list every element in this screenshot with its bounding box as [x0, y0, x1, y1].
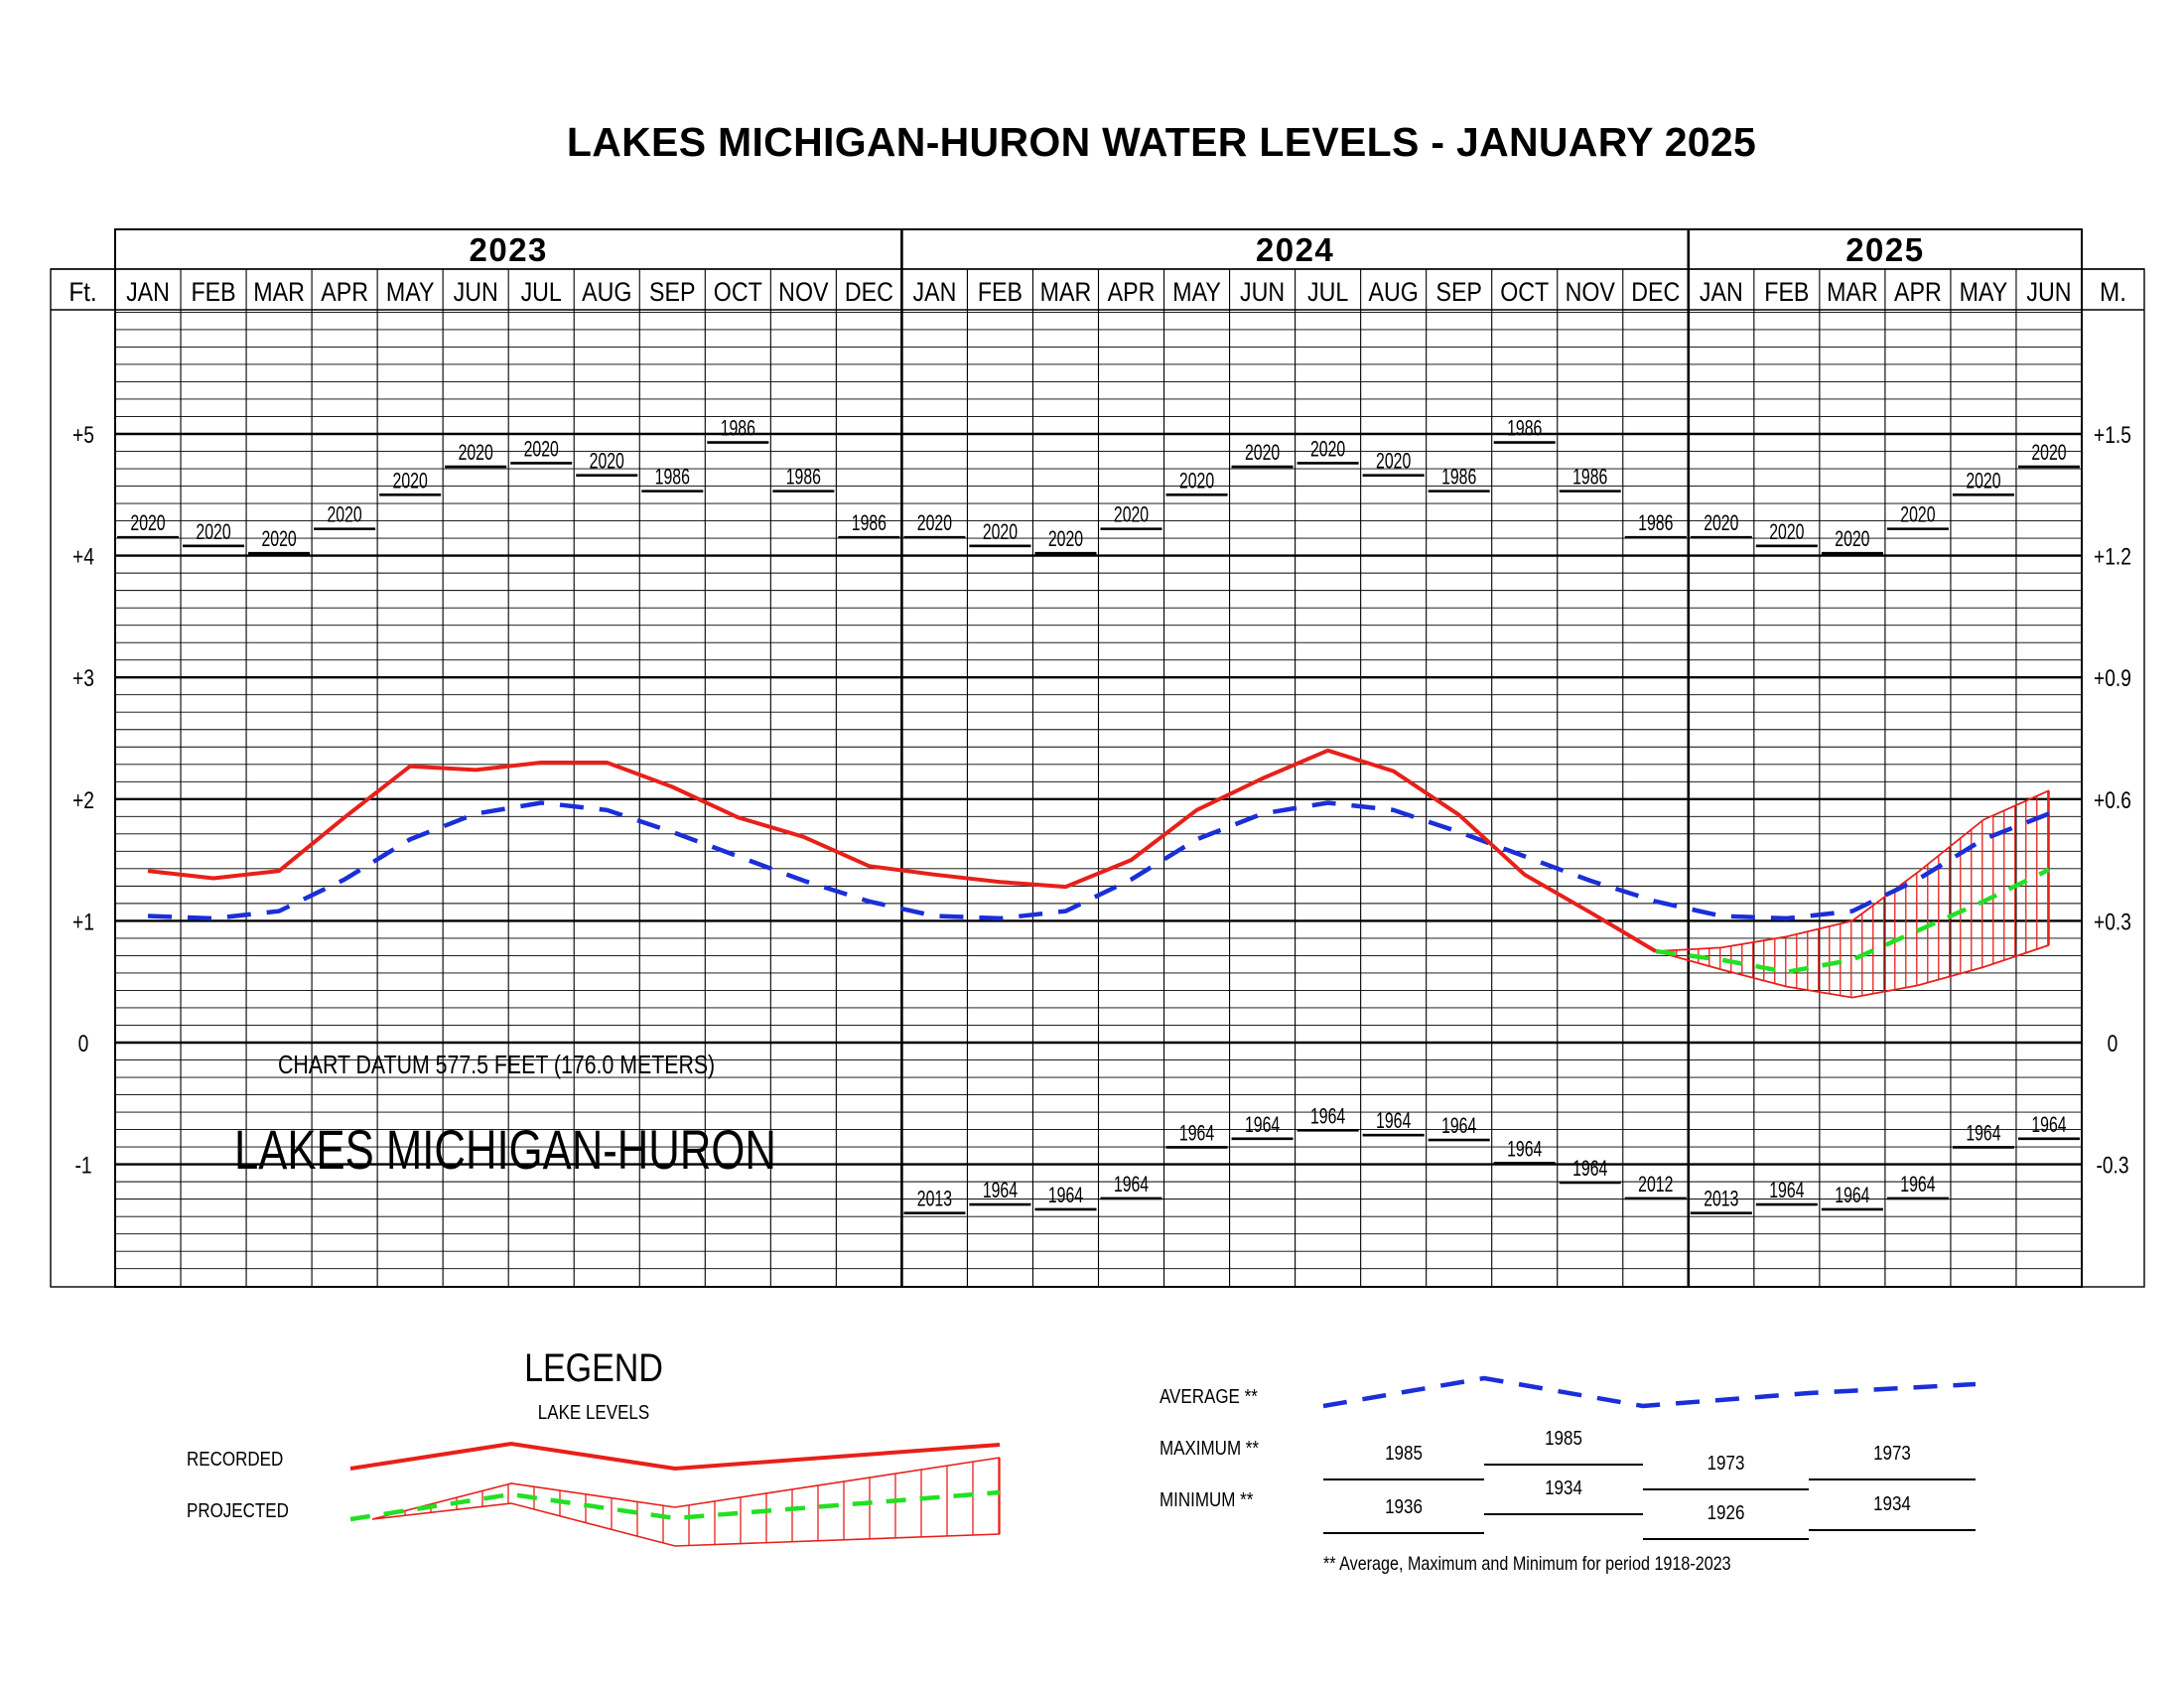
legend-minimum-year: 1934 — [1873, 1491, 1911, 1515]
maximum-year-label: 2020 — [1047, 527, 1084, 552]
y-tick-label-feet: 0 — [77, 1029, 89, 1057]
legend-maximum-year: 1985 — [1545, 1426, 1582, 1450]
month-label: MAY — [385, 277, 435, 308]
maximum-year-label: 2020 — [1310, 438, 1346, 463]
minimum-year-label: 1964 — [1835, 1184, 1870, 1208]
maximum-year-label: 2020 — [1704, 511, 1739, 536]
y-tick-label-meters: +0.3 — [2094, 908, 2131, 935]
maximum-year-label: 2020 — [327, 503, 362, 528]
year-label: 2024 — [1255, 231, 1335, 268]
legend-maximum-year: 1973 — [1706, 1451, 1745, 1475]
chart-header — [51, 231, 2144, 310]
minimum-year-label: 1964 — [1900, 1173, 1936, 1197]
legend-recorded-label: RECORDED — [187, 1447, 284, 1471]
maximum-year-label: 2020 — [1113, 503, 1150, 528]
y-tick-label-meters: +1.5 — [2094, 420, 2131, 449]
projected-lower-line — [1656, 945, 2049, 998]
maximum-year-label: 2020 — [458, 441, 493, 466]
projected-upper-line — [1656, 790, 2049, 951]
lake-name-label: LAKES MICHIGAN-HURON — [234, 1118, 776, 1182]
legend-recorded-sample — [350, 1444, 1000, 1469]
legend-footnote: ** Average, Maximum and Minimum for period 1918-2023 — [1323, 1552, 1731, 1575]
y-tick-label-meters: -0.3 — [2096, 1151, 2129, 1180]
month-label: SEP — [1435, 277, 1482, 308]
legend-maximum-label: MAXIMUM ** — [1160, 1436, 1260, 1460]
minimum-year-label: 1964 — [1441, 1114, 1477, 1139]
month-label: FEB — [977, 277, 1024, 308]
maximum-year-label: 2020 — [392, 469, 428, 494]
month-label: APR — [1107, 277, 1156, 308]
minimum-year-label: 2013 — [916, 1188, 953, 1212]
month-label: OCT — [713, 277, 762, 308]
minimum-year-label: 1964 — [1178, 1122, 1215, 1147]
maximum-year-label: 2020 — [1376, 450, 1412, 475]
minimum-year-label: 1964 — [1113, 1173, 1150, 1197]
month-label: JAN — [126, 277, 170, 308]
minimum-year-label: 2012 — [1638, 1173, 1674, 1197]
maximum-year-label: 2020 — [523, 438, 559, 463]
month-label: OCT — [1500, 277, 1550, 308]
maximum-year-label: 2020 — [196, 520, 231, 545]
minimum-year-label: 1964 — [1769, 1179, 1805, 1203]
minimum-year-label: 1964 — [1507, 1138, 1543, 1163]
page-title: LAKES MICHIGAN-HURON WATER LEVELS - JANUARY 2025 — [566, 119, 1757, 165]
minimum-year-label: 1964 — [1966, 1122, 2001, 1147]
month-label: FEB — [191, 277, 236, 308]
y-tick-label-feet: +3 — [72, 664, 94, 692]
maximum-year-label: 1986 — [654, 466, 690, 491]
maximum-year-label: 1986 — [1441, 466, 1477, 491]
maximum-year-label: 1986 — [1507, 417, 1543, 442]
chart-annotations — [234, 1051, 776, 1181]
month-label: NOV — [1565, 277, 1615, 308]
y-tick-label-meters: +0.9 — [2094, 664, 2131, 692]
month-label: JUN — [2026, 277, 2072, 308]
maximum-year-label: 2020 — [589, 450, 624, 475]
month-label: JUL — [1306, 277, 1349, 308]
minimum-year-label: 1964 — [1310, 1104, 1346, 1130]
maximum-year-label: 1986 — [785, 466, 821, 491]
maximum-year-label: 2020 — [1835, 527, 1870, 552]
month-label: APR — [1894, 277, 1942, 308]
year-label: 2023 — [469, 231, 548, 268]
legend-subtitle: LAKE LEVELS — [537, 1400, 650, 1424]
year-label: 2025 — [1845, 231, 1925, 268]
minimum-year-label: 2013 — [1704, 1188, 1739, 1212]
maximum-year-label: 2020 — [1900, 503, 1936, 528]
month-label: NOV — [778, 277, 829, 308]
month-label: MAR — [1039, 277, 1092, 308]
legend-average-label: AVERAGE ** — [1160, 1384, 1258, 1408]
legend-minimum-year: 1936 — [1385, 1494, 1423, 1518]
month-label: FEB — [1764, 277, 1810, 308]
maximum-year-label: 1986 — [720, 417, 755, 442]
month-label: MAY — [1172, 277, 1221, 308]
minimum-year-label: 1964 — [2031, 1113, 2067, 1138]
month-label: DEC — [1631, 277, 1681, 308]
maximum-year-label: 2020 — [1966, 469, 2001, 494]
y-tick-label-meters: 0 — [2107, 1029, 2118, 1057]
maximum-year-label: 1986 — [851, 511, 887, 536]
legend-projected-lower — [372, 1503, 1000, 1546]
y-tick-label-feet: -1 — [74, 1151, 92, 1180]
y-tick-label-feet: +4 — [72, 542, 94, 571]
month-label: SEP — [649, 277, 696, 308]
month-label: AUG — [1368, 277, 1419, 308]
y-tick-label-meters: +0.6 — [2094, 785, 2131, 814]
chart-datum-label: CHART DATUM 577.5 FEET (176.0 METERS) — [278, 1051, 716, 1080]
month-label: JAN — [1699, 277, 1743, 308]
legend-maximum-year: 1985 — [1385, 1441, 1423, 1465]
maximum-year-label: 2020 — [261, 527, 297, 552]
month-label: MAY — [1959, 277, 2008, 308]
legend-projected-sample — [350, 1492, 1000, 1519]
month-label: JUL — [520, 277, 562, 308]
month-label: APR — [321, 277, 368, 308]
maximum-year-label: 2020 — [916, 511, 953, 536]
legend-projected-label: PROJECTED — [187, 1498, 289, 1522]
maximum-year-label: 2020 — [2031, 441, 2067, 466]
month-label: JUN — [453, 277, 498, 308]
y-tick-label-feet: +1 — [72, 908, 94, 935]
legend-average-sample — [1323, 1378, 1976, 1406]
month-label: JAN — [912, 277, 957, 308]
y-tick-label-meters: +1.2 — [2094, 542, 2131, 571]
month-label: DEC — [844, 277, 893, 308]
maximum-year-label: 2020 — [1178, 469, 1215, 494]
minimum-year-label: 1964 — [1244, 1113, 1281, 1138]
maximum-year-label: 1986 — [1638, 511, 1674, 536]
legend-maximum-year: 1973 — [1873, 1441, 1911, 1465]
legend-minimum-label: MINIMUM ** — [1160, 1487, 1254, 1511]
maximum-year-label: 2020 — [1244, 441, 1281, 466]
month-label: MAR — [1827, 277, 1878, 308]
month-label: MAR — [253, 277, 305, 308]
y-tick-label-feet: +5 — [72, 420, 94, 449]
legend-title: LEGEND — [524, 1344, 663, 1390]
maximum-year-label: 1986 — [1572, 466, 1608, 491]
minimum-year-label: 1964 — [1376, 1109, 1412, 1134]
legend-minimum-year: 1926 — [1706, 1500, 1745, 1524]
unit-label-feet: Ft. — [68, 277, 97, 308]
unit-label-meters: M. — [2100, 277, 2126, 308]
maximum-year-label: 2020 — [982, 520, 1019, 545]
minimum-year-label: 1964 — [1572, 1157, 1608, 1182]
y-tick-label-feet: +2 — [72, 785, 94, 814]
minimum-year-label: 1964 — [1047, 1184, 1084, 1208]
legend — [187, 1344, 1976, 1574]
minimum-year-label: 1964 — [982, 1179, 1019, 1203]
month-label: AUG — [582, 277, 632, 308]
maximum-year-label: 2020 — [1769, 520, 1805, 545]
month-label: JUN — [1240, 277, 1286, 308]
legend-minimum-year: 1934 — [1545, 1476, 1582, 1499]
maximum-year-label: 2020 — [130, 511, 166, 536]
